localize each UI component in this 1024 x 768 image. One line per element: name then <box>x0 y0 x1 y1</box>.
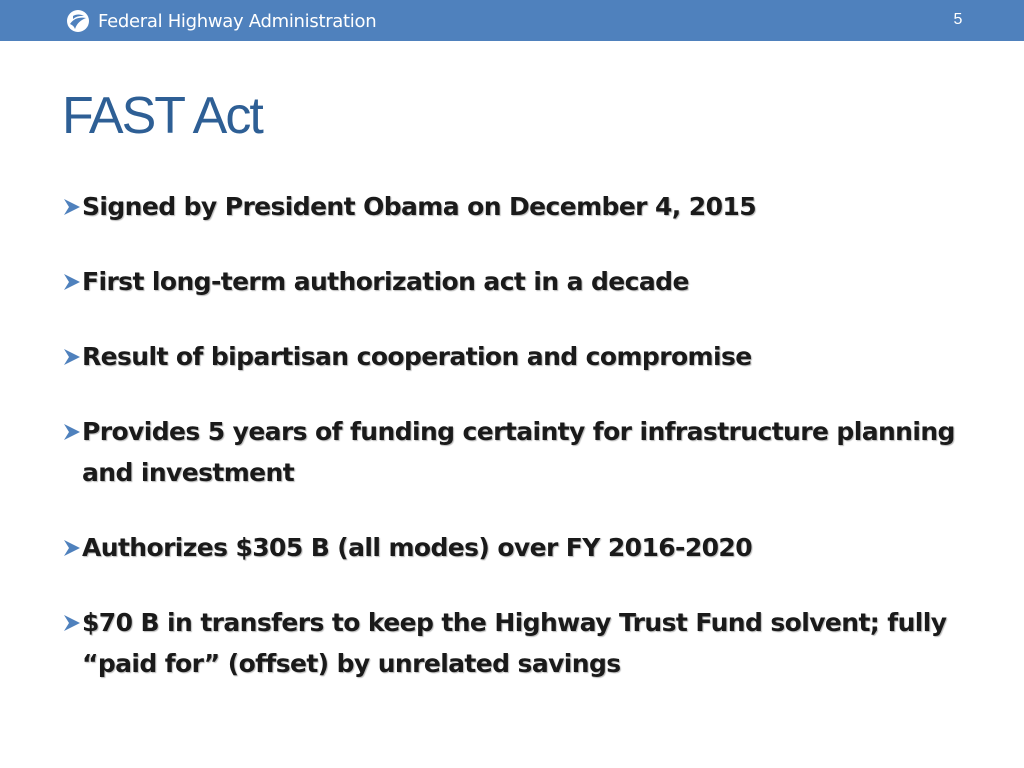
arrowhead-bullet-icon <box>62 272 82 292</box>
arrowhead-bullet-icon <box>62 347 82 367</box>
agency-name: Federal Highway Administration <box>98 10 377 32</box>
arrowhead-bullet-icon <box>62 197 82 217</box>
fhwa-logo-icon <box>66 9 90 33</box>
bullet-item <box>62 336 962 377</box>
bullet-item <box>62 186 962 227</box>
bullet-item <box>62 261 962 302</box>
arrowhead-bullet-icon <box>62 422 82 442</box>
slide-title: FAST Act <box>62 87 262 145</box>
bullet-item <box>62 527 962 568</box>
agency-brand <box>66 8 376 34</box>
bullet-text: Authorizes $305 B (all modes) over FY 2016-2020 <box>82 533 753 562</box>
bullet-item <box>62 602 962 684</box>
bullet-item <box>62 411 962 493</box>
bullet-text: Result of bipartisan cooperation and compromise <box>82 342 752 371</box>
bullet-text: Provides 5 years of funding certainty for infrastructure planning and investment <box>82 417 955 487</box>
bullet-text: Signed by President Obama on December 4, 2015 <box>82 192 756 221</box>
page-number: 5 <box>953 11 963 28</box>
bullet-text: First long-term authorization act in a decade <box>82 267 689 296</box>
arrowhead-bullet-icon <box>62 613 82 633</box>
arrowhead-bullet-icon <box>62 538 82 558</box>
header-bar <box>0 0 1024 41</box>
bullet-text: $70 B in transfers to keep the Highway Trust Fund solvent; fully “paid for” (offset) by unrelated savings <box>82 608 947 678</box>
